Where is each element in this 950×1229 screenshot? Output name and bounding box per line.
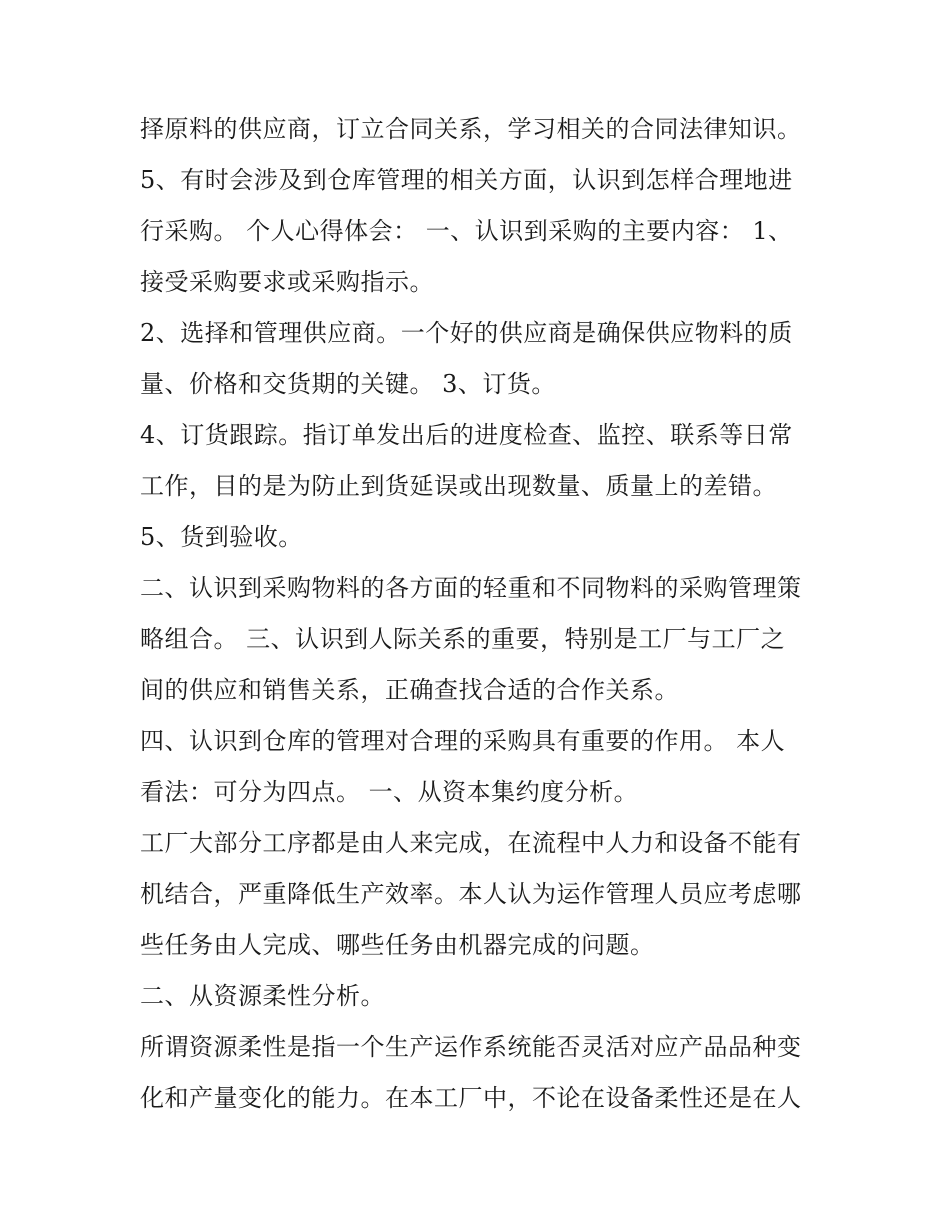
text-line-19: 所谓资源柔性是指一个生产运作系统能否灵活对应产品品种变	[140, 1033, 802, 1061]
text-line-7: 4、订货跟踪。指订单发出后的进度检查、监控、联系等日常	[140, 421, 793, 449]
text-line-17: 些任务由人完成、哪些任务由机器完成的问题。	[140, 931, 655, 959]
text-line-1: 择原料的供应商，订立合同关系，学习相关的合同法律知识。	[140, 115, 802, 143]
text-line-18: 二、从资源柔性分析。	[140, 982, 385, 1010]
text-line-20: 化和产量变化的能力。在本工厂中，不论在设备柔性还是在人	[140, 1084, 802, 1112]
text-line-8: 工作，目的是为防止到货延误或出现数量、质量上的差错。	[140, 472, 777, 500]
text-line-9: 5、货到验收。	[140, 523, 303, 551]
text-line-11: 略组合。 三、认识到人际关系的重要，特别是工厂与工厂之	[140, 625, 786, 653]
text-line-3: 行采购。 个人心得体会： 一、认识到采购的主要内容： 1、	[140, 217, 793, 245]
text-line-12: 间的供应和销售关系，正确查找合适的合作关系。	[140, 676, 679, 704]
text-line-5: 2、选择和管理供应商。一个好的供应商是确保供应物料的质	[140, 319, 793, 347]
text-line-4: 接受采购要求或采购指示。	[140, 268, 434, 296]
text-line-13: 四、认识到仓库的管理对合理的采购具有重要的作用。 本人	[140, 727, 786, 755]
text-line-2: 5、有时会涉及到仓库管理的相关方面，认识到怎样合理地进	[140, 166, 793, 194]
text-line-10: 二、认识到采购物料的各方面的轻重和不同物料的采购管理策	[140, 574, 802, 602]
document-body	[140, 104, 820, 1124]
text-line-6: 量、价格和交货期的关键。 3、订货。	[140, 370, 556, 398]
text-line-16: 机结合，严重降低生产效率。本人认为运作管理人员应考虑哪	[140, 880, 802, 908]
text-line-14: 看法：可分为四点。 一、从资本集约度分析。	[140, 778, 639, 806]
text-line-15: 工厂大部分工序都是由人来完成，在流程中人力和设备不能有	[140, 829, 802, 857]
